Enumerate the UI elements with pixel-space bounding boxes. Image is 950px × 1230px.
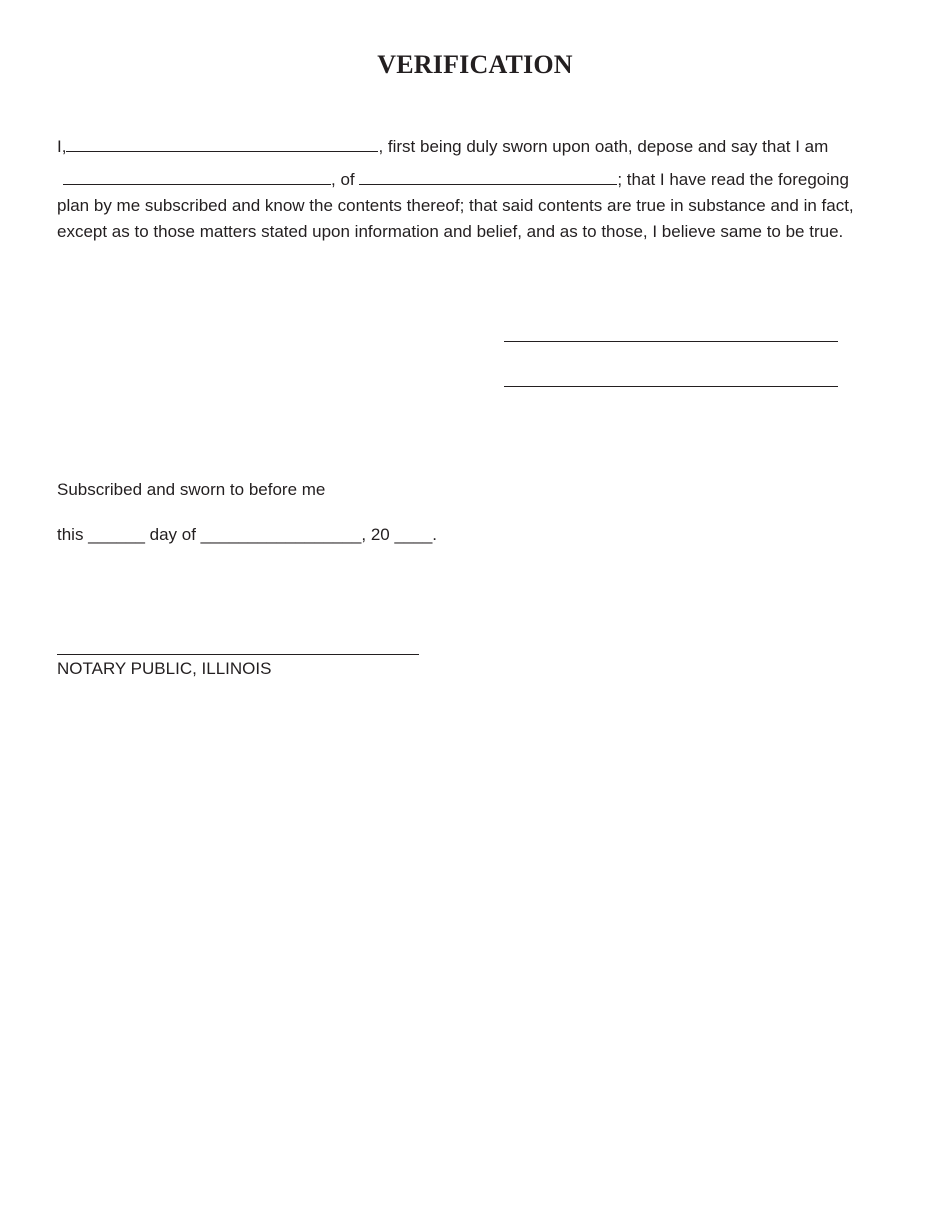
jurat-date-line: this ______ day of _________________, 20 ____. <box>57 525 438 544</box>
affiant-prefix: I, <box>57 137 67 156</box>
jurat-statement: Subscribed and sworn to before me <box>57 480 326 499</box>
verification-paragraph <box>57 134 897 245</box>
read-statement: ; that I have read the foregoing <box>617 170 849 189</box>
affiant-title-blank[interactable] <box>63 167 331 185</box>
verification-rest: plan by me subscribed and know the contents thereof; that said contents are true in substance and in fact, except as to those matters stated upon information and belief, and as to those, I believe same to be true. <box>57 196 854 241</box>
of-label: , of <box>331 170 360 189</box>
notary-signature-line[interactable] <box>57 654 419 655</box>
signature-line[interactable] <box>504 341 838 342</box>
organization-blank[interactable] <box>359 167 617 185</box>
printed-name-line[interactable] <box>504 386 838 387</box>
page-title: VERIFICATION <box>377 50 573 79</box>
sworn-statement: , first being duly sworn upon oath, depose and say that I am <box>378 137 829 156</box>
notary-caption: NOTARY PUBLIC, ILLINOIS <box>57 659 272 678</box>
verification-line-1 <box>57 134 897 160</box>
affiant-name-blank[interactable] <box>66 134 378 152</box>
verification-line-2 <box>57 167 897 193</box>
